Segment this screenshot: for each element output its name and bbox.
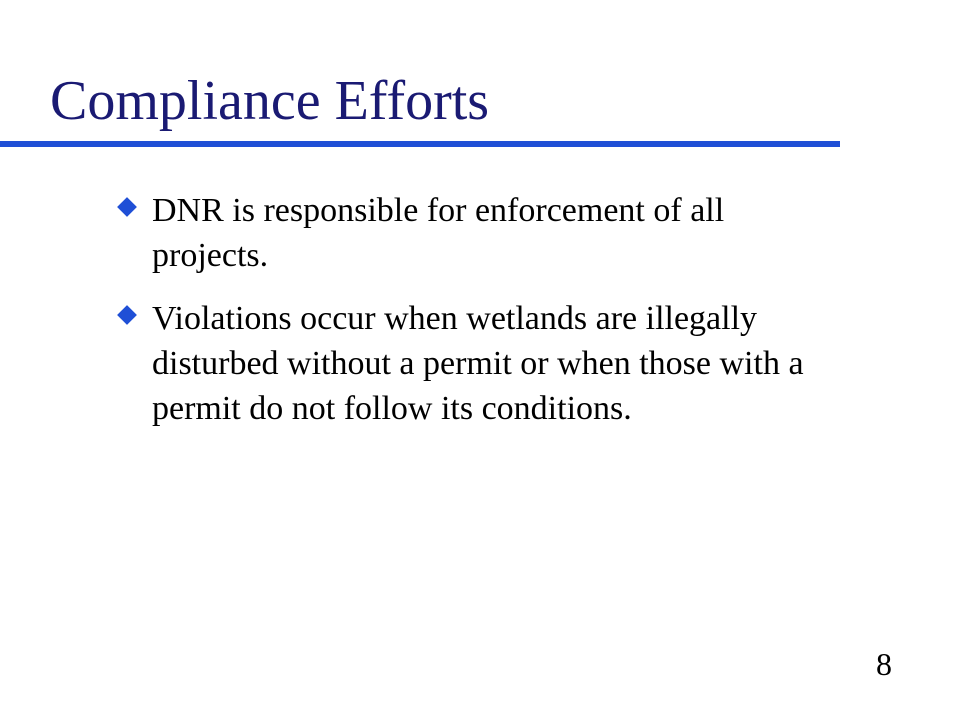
page-number: 8 [876, 646, 892, 682]
diamond-bullet-icon [117, 197, 137, 217]
slide-title: Compliance Efforts [50, 70, 490, 132]
bullet-list [120, 188, 820, 449]
bullet-item [120, 296, 820, 431]
diamond-bullet-icon [117, 305, 137, 325]
bullet-text: Violations occur when wetlands are illegally disturbed without a permit or when those with a permit do not follow its conditions. [152, 300, 804, 427]
bullet-item [120, 188, 820, 278]
bullet-text: DNR is responsible for enforcement of all projects. [152, 192, 725, 274]
title-underline [0, 141, 840, 147]
